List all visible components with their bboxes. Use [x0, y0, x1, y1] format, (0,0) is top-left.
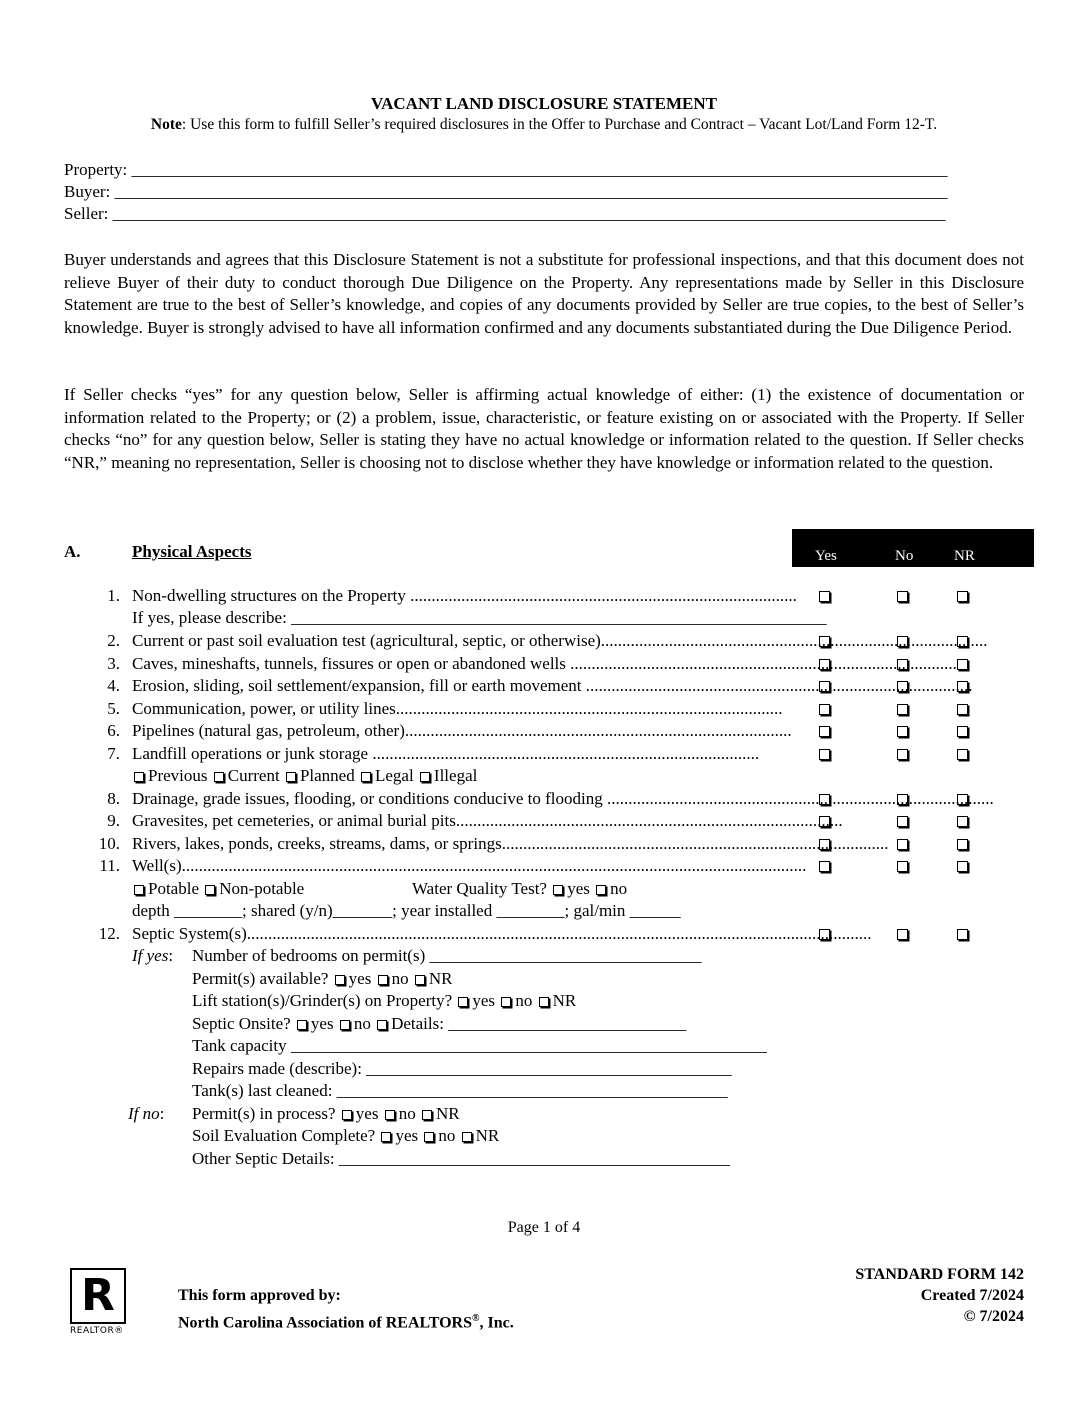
question-text: Septic System(s)................................................................................................................................................... [132, 924, 872, 943]
question-row [0, 631, 1088, 653]
septic-soil-evaluation: Soil Evaluation Complete? yes no NR [192, 1126, 500, 1145]
question-number: 4. [107, 676, 120, 695]
checkbox-icon[interactable] [297, 1020, 307, 1030]
answer-column-header [792, 529, 1034, 567]
q1-describe-field[interactable]: If yes, please describe: _______________________________________________________________ [132, 608, 827, 627]
checkbox-icon[interactable] [134, 885, 144, 895]
realtor-logo: R [70, 1268, 126, 1324]
checkbox-icon[interactable] [286, 772, 296, 782]
question-text: Drainage, grade issues, flooding, or conditions conducive to flooding ........................................................................................... [132, 789, 994, 808]
question-text: Pipelines (natural gas, petroleum, other)........................................................................................... [132, 721, 792, 740]
question-number: 8. [107, 789, 120, 808]
answer-nr-checkbox-icon[interactable] [957, 591, 968, 602]
septic-permits-available: Permit(s) available? yes no NR [192, 969, 453, 988]
answer-nr-checkbox-icon[interactable] [957, 636, 968, 647]
answer-yes-checkbox-icon[interactable] [819, 839, 830, 850]
answer-yes-checkbox-icon[interactable] [819, 726, 830, 737]
form-note: Note: Use this form to fulfill Seller’s required disclosures in the Offer to Purchase and Contract – Vacant Lot/Land Form 12-T. [150, 116, 938, 133]
question-number: 9. [107, 811, 120, 830]
septic-if-no-label: If no: [128, 1104, 165, 1123]
q11-water-quality: Water Quality Test? yes no [412, 879, 628, 898]
question-row [0, 744, 1088, 766]
septic-last-cleaned-field[interactable]: Tank(s) last cleaned: ______________________________________________ [192, 1081, 728, 1100]
approval-statement: This form approved by: North Carolina Association of REALTORS®, Inc. [178, 1287, 514, 1332]
septic-bedrooms-field[interactable]: Number of bedrooms on permit(s) ________________________________ [192, 946, 702, 965]
checkbox-icon[interactable] [501, 997, 511, 1007]
answer-nr-checkbox-icon[interactable] [957, 929, 968, 940]
answer-nr-checkbox-icon[interactable] [957, 704, 968, 715]
instructions-paragraph: If Seller checks “yes” for any question below, Seller is affirming actual knowledge of either: (1) the existence of documentation or information related to the Property; or (2) a problem, issue, characteristic, or feature existing on or associated with the Property. If Seller checks “no” for any question below, Seller is stating they have no actual knowledge or information related to the question. If Seller checks “NR,” meaning no representation, Seller is choosing not to disclose whether they have knowledge or information related to the question. [64, 385, 1024, 472]
question-text: Erosion, sliding, soil settlement/expansion, fill or earth movement ........................................................................................... [132, 676, 973, 695]
realtor-logo-text: REALTOR® [70, 1326, 124, 1336]
checkbox-icon[interactable] [335, 975, 345, 985]
question-row [0, 924, 1088, 946]
answer-nr-checkbox-icon[interactable] [957, 839, 968, 850]
question-row [0, 699, 1088, 721]
q7-legal-option[interactable]: Legal [359, 766, 414, 785]
answer-yes-checkbox-icon[interactable] [819, 704, 830, 715]
question-row [0, 811, 1088, 833]
form-identifier: STANDARD FORM 142 Created 7/2024 © 7/2024 [855, 1266, 1024, 1325]
checkbox-icon[interactable] [462, 1132, 472, 1142]
checkbox-icon[interactable] [422, 1110, 432, 1120]
question-number: 5. [107, 699, 120, 718]
checkbox-icon[interactable] [205, 885, 215, 895]
checkbox-icon[interactable] [424, 1132, 434, 1142]
property-field[interactable]: Property: ________________________________________________________________________________________________ [64, 160, 948, 179]
answer-yes-checkbox-icon[interactable] [819, 929, 830, 940]
answer-yes-checkbox-icon[interactable] [819, 681, 830, 692]
answer-yes-checkbox-icon[interactable] [819, 749, 830, 760]
page-number: Page 1 of 4 [507, 1219, 581, 1236]
answer-nr-checkbox-icon[interactable] [957, 726, 968, 737]
septic-repairs-field[interactable]: Repairs made (describe): ___________________________________________ [192, 1059, 732, 1078]
checkbox-icon[interactable] [134, 772, 144, 782]
answer-nr-checkbox-icon[interactable] [957, 681, 968, 692]
checkbox-icon[interactable] [381, 1132, 391, 1142]
checkbox-icon[interactable] [420, 772, 430, 782]
answer-nr-checkbox-icon[interactable] [957, 659, 968, 670]
question-text: Caves, mineshafts, tunnels, fissures or open or abandoned wells ........................................................................................... [132, 654, 957, 673]
septic-other-details-field[interactable]: Other Septic Details: ______________________________________________ [192, 1149, 730, 1168]
checkbox-icon[interactable] [596, 885, 606, 895]
q7-previous-option[interactable]: Previous [132, 766, 208, 785]
checkbox-icon[interactable] [385, 1110, 395, 1120]
question-row [0, 721, 1088, 743]
seller-field[interactable]: Seller: __________________________________________________________________________________________________ [64, 204, 946, 223]
answer-no-checkbox-icon[interactable] [897, 726, 908, 737]
question-row [0, 789, 1088, 811]
question-number: 1. [107, 586, 120, 605]
question-text: Gravesites, pet cemeteries, or animal burial pits........................................................................................... [132, 811, 843, 830]
checkbox-icon[interactable] [340, 1020, 350, 1030]
answer-no-checkbox-icon[interactable] [897, 704, 908, 715]
checkbox-icon[interactable] [214, 772, 224, 782]
answer-no-checkbox-icon[interactable] [897, 794, 908, 805]
checkbox-icon[interactable] [553, 885, 563, 895]
answer-nr-checkbox-icon[interactable] [957, 861, 968, 872]
checkbox-icon[interactable] [361, 772, 371, 782]
disclaimer-paragraph: Buyer understands and agrees that this Disclosure Statement is not a substitute for professional inspections, and that this document does not relieve Buyer of their duty to conduct thorough Due Diligence on the Property. Any representations made by Seller in this Disclosure Statement are true to the best of Seller’s knowledge, and copies of any documents provided by Seller are true copies, to the best of Seller’s knowledge. Buyer is strongly advised to have all information confirmed and any documents substantiated during the Due Diligence Period. [64, 250, 1024, 337]
question-row [0, 856, 1088, 878]
q7-options [132, 766, 477, 786]
answer-nr-checkbox-icon[interactable] [957, 794, 968, 805]
answer-yes-checkbox-icon[interactable] [819, 861, 830, 872]
q11-potable-option[interactable]: Potable [132, 879, 199, 898]
answer-nr-checkbox-icon[interactable] [957, 816, 968, 827]
answer-no-checkbox-icon[interactable] [897, 861, 908, 872]
checkbox-icon[interactable] [342, 1110, 352, 1120]
question-number: 6. [107, 721, 120, 740]
q7-illegal-option[interactable]: Illegal [418, 766, 477, 785]
question-number: 3. [107, 654, 120, 673]
answer-no-checkbox-icon[interactable] [897, 681, 908, 692]
answer-no-checkbox-icon[interactable] [897, 839, 908, 850]
question-number: 12. [98, 924, 120, 943]
answer-yes-checkbox-icon[interactable] [819, 659, 830, 670]
checkbox-icon[interactable] [458, 997, 468, 1007]
col-no-label: No [895, 548, 914, 564]
answer-yes-checkbox-icon[interactable] [819, 591, 830, 602]
section-letter: A. [64, 542, 81, 561]
question-text: Rivers, lakes, ponds, creeks, streams, dams, or springs........................................................................................... [132, 834, 889, 853]
col-yes-label: Yes [815, 548, 837, 564]
form-title: VACANT LAND DISCLOSURE STATEMENT [371, 94, 717, 113]
question-text: Non-dwelling structures on the Property ........................................................................................... [132, 586, 797, 605]
question-text: Communication, power, or utility lines........................................................................................... [132, 699, 783, 718]
q11-nonpotable-option[interactable]: Non-potable [203, 879, 304, 898]
answer-yes-checkbox-icon[interactable] [819, 636, 830, 647]
answer-yes-checkbox-icon[interactable] [819, 794, 830, 805]
checkbox-icon[interactable] [539, 997, 549, 1007]
q7-planned-option[interactable]: Planned [284, 766, 355, 785]
septic-permits-in-process: Permit(s) in process? yes no NR [192, 1104, 460, 1123]
question-number: 11. [99, 856, 120, 875]
checkbox-icon[interactable] [377, 1020, 387, 1030]
question-row [0, 586, 1088, 608]
question-number: 7. [107, 744, 120, 763]
question-row [0, 654, 1088, 676]
question-number: 2. [107, 631, 120, 650]
answer-nr-checkbox-icon[interactable] [957, 749, 968, 760]
answer-no-checkbox-icon[interactable] [897, 816, 908, 827]
col-nr-label: NR [954, 548, 975, 564]
question-row [0, 834, 1088, 856]
answer-no-checkbox-icon[interactable] [897, 636, 908, 647]
checkbox-icon[interactable] [415, 975, 425, 985]
q11-options [132, 879, 304, 899]
checkbox-icon[interactable] [378, 975, 388, 985]
section-title: Physical Aspects [132, 542, 252, 561]
answer-yes-checkbox-icon[interactable] [819, 816, 830, 827]
q11-details-field[interactable]: depth ________; shared (y/n)_______; year installed ________; gal/min ______ [132, 901, 681, 920]
q7-current-option[interactable]: Current [212, 766, 280, 785]
buyer-field[interactable]: Buyer: __________________________________________________________________________________________________ [64, 182, 948, 201]
septic-onsite: Septic Onsite? yes no Details: ____________________________ [192, 1014, 687, 1033]
question-text: Well(s)................................................................................................................................................... [132, 856, 807, 875]
answer-no-checkbox-icon[interactable] [897, 749, 908, 760]
question-text: Current or past soil evaluation test (agricultural, septic, or otherwise)........................................................................................... [132, 631, 988, 650]
question-text: Landfill operations or junk storage ........................................................................................... [132, 744, 760, 763]
answer-no-checkbox-icon[interactable] [897, 929, 908, 940]
question-row [0, 676, 1088, 698]
septic-if-yes-label: If yes: [132, 946, 174, 965]
septic-tank-capacity-field[interactable]: Tank capacity ________________________________________________________ [192, 1036, 767, 1055]
answer-no-checkbox-icon[interactable] [897, 659, 908, 670]
question-number: 10. [98, 834, 120, 853]
answer-no-checkbox-icon[interactable] [897, 591, 908, 602]
septic-lift-station: Lift station(s)/Grinder(s) on Property? yes no NR [192, 991, 577, 1010]
